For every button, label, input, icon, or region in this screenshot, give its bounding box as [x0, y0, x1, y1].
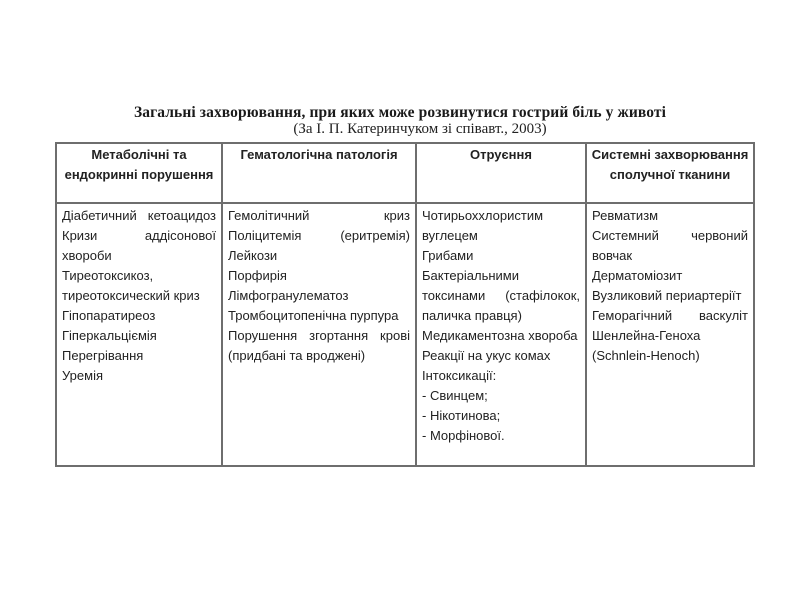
- header-metabolic: Метаболічні та ендокринні порушення: [56, 143, 222, 203]
- list-item: Тиреотоксикоз, тиреотоксический криз: [62, 268, 200, 303]
- list-item: Перегрівання: [62, 348, 144, 363]
- list-item: Дерматоміозит: [592, 268, 683, 283]
- list-item: Діабетичний кетоацидоз: [62, 208, 216, 223]
- table-row: [56, 203, 754, 466]
- list-item: - Морфінової.: [422, 428, 505, 443]
- list-item: Порфирія: [228, 268, 287, 283]
- cell-metabolic: [56, 203, 222, 466]
- list-item: Реакції на укус комах: [422, 348, 551, 363]
- list-item: - Свинцем;: [422, 388, 488, 403]
- list-item: - Нікотинова;: [422, 408, 501, 423]
- header-hematologic: Гематологічна патологія: [222, 143, 416, 203]
- list-item: Бактеріальними токсинами (стафілокок, паличка правця): [422, 268, 580, 323]
- cell-poisoning: [416, 203, 586, 466]
- list-item: Інтоксикації:: [422, 368, 497, 383]
- list-item: Кризи аддісонової хвороби: [62, 228, 216, 263]
- diseases-table: [55, 142, 755, 467]
- list-item: Вузликовий периартеріїт: [592, 288, 742, 303]
- list-item: Уремія: [62, 368, 103, 383]
- list-item: Лімфогранулематоз: [228, 288, 349, 303]
- list-item: Системний червоний вовчак: [592, 228, 748, 263]
- list-item: Грибами: [422, 248, 474, 263]
- list-item: Геморагічний васкуліт Шенлейна-Геноха (Schnlein-Henoch): [592, 308, 748, 363]
- list-item: Гіпопаратиреоз: [62, 308, 156, 323]
- cell-hematologic: [222, 203, 416, 466]
- list-item: Гемолітичний криз: [228, 208, 410, 223]
- list-item: Тромбоцитопенічна пурпура: [228, 308, 399, 323]
- list-item: Порушення згортання крові (придбані та вроджені): [228, 328, 410, 363]
- list-item: Поліцитемія (еритремія): [228, 228, 410, 243]
- header-systemic: Системні захворювання сполучної тканини: [586, 143, 754, 203]
- table-header-row: [56, 143, 754, 203]
- list-item: Медикаментозна хвороба: [422, 328, 578, 343]
- document-title: Загальні захворювання, при яких може розвинутися гострий біль у животі: [134, 104, 666, 121]
- header-poisoning: Отруєння: [416, 143, 586, 203]
- document-subtitle: (За І. П. Катеринчуком зі співавт., 2003): [293, 121, 547, 137]
- list-item: Лейкози: [228, 248, 278, 263]
- list-item: Гіперкальціємія: [62, 328, 157, 343]
- list-item: Чотирьоххлористим вуглецем: [422, 208, 544, 243]
- cell-systemic: [586, 203, 754, 466]
- list-item: Ревматизм: [592, 208, 659, 223]
